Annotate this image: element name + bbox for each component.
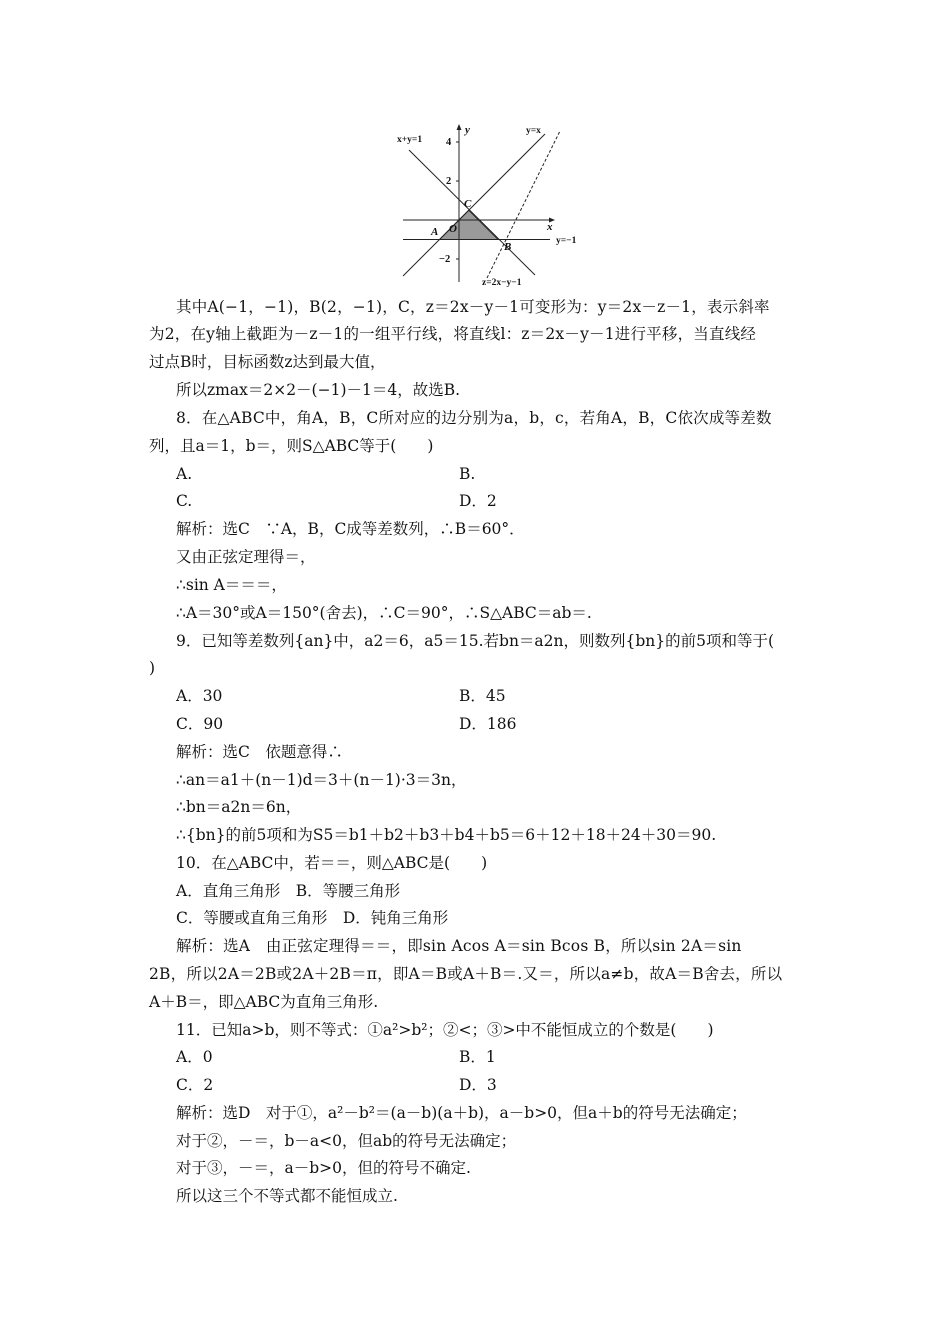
option-b: B．1 [459,1048,496,1066]
text-line: 过点B时，目标函数z达到最大值， [149,353,386,371]
question-8: 8．在△ABC中，角A，B，C所对应的边分别为a，b，c，若角A，B，C依次成等差数 [176,409,772,427]
option-d: D．186 [459,715,517,733]
text-line: 所以zmax＝2×2－(−1)－1＝4，故选B. [176,381,461,399]
option-b: B．45 [459,687,506,705]
text-line: 为2，在y轴上截距为－z－1的一组平行线，将直线l：z＝2x－y－1进行平移，当直线经 [149,325,757,343]
point-label-A: A [431,226,439,238]
option-a: A．30 [176,687,223,705]
options-line: A．直角三角形 B．等腰三角形 [176,882,401,900]
solution-line: ∴an＝a1＋(n－1)d＝3＋(n－1)·3＝3n， [176,771,467,789]
solution-line: ∴sin A＝＝＝， [176,576,287,594]
solution-line: 解析：选D 对于①，a²－b²＝(a－b)(a＋b)，a－b>0，但a＋b的符号无法确定； [176,1104,747,1122]
tick-label-m2: −2 [439,254,451,265]
question-10: 10．在△ABC中，若＝＝，则△ABC是( ) [176,854,488,872]
label-line-ym1: y=−1 [556,236,577,246]
label-x-axis: x [547,221,553,233]
solution-line: 所以这三个不等式都不能恒成立. [176,1187,398,1205]
point-label-O: O [449,223,457,235]
solution-line: A＋B＝，即△ABC为直角三角形. [149,993,379,1011]
option-c: C．90 [176,715,224,733]
option-a: A．0 [176,1048,213,1066]
option-b: B. [459,465,476,483]
tick-label-2: 2 [446,176,452,187]
label-y-axis: y [465,124,470,136]
solution-line: ∴A＝30°或A＝150°(舍去)，∴C＝90°，∴S△ABC＝ab＝. [176,604,592,622]
options-line: C．等腰或直角三角形 D．钝角三角形 [176,909,449,927]
text-line: 其中A(−1，−1)，B(2，−1)，C，z＝2x－y－1可变形为：y＝2x－z－1，表示斜率 [176,298,770,316]
solution-line: 又由正弦定理得＝， [176,548,316,566]
option-c: C. [176,492,193,510]
solution-line: 解析：选A 由正弦定理得＝＝，即sin Acos A＝sin Bcos B，所以sin 2A＝sin [176,937,742,955]
line-x-plus-y-1 [409,150,535,275]
solution-line: 2B，所以2A＝2B或2A＋2B＝π，即A＝B或A＋B＝.又＝，所以a≠b，故A＝B舍去，所以 [149,965,783,983]
solution-line: 对于②，－＝，b－a<0，但ab的符号无法确定； [176,1132,517,1150]
option-d: D．2 [459,492,497,510]
linear-programming-figure [395,118,590,288]
option-a: A. [176,465,193,483]
solution-line: ∴{bn}的前5项和为S5＝b1＋b2＋b3＋b4＋b5＝6＋12＋18＋24＋30＝90. [176,826,717,844]
option-c: C．2 [176,1076,214,1094]
label-line-yx: y=x [526,126,541,136]
option-d: D．3 [459,1076,497,1094]
solution-line: 解析：选C ∵A，B，C成等差数列，∴B＝60°． [176,520,525,538]
point-label-C: C [464,198,472,210]
text-line: 列，且a＝1，b＝，则S△ABC等于( ) [149,437,434,455]
line-z-dashed [487,131,560,278]
question-9: 9．已知等差数列{an}中，a2＝6，a5＝15.若bn＝a2n，则数列{bn}的前5项和等于( [176,632,775,650]
label-line-z: z=2x−y−1 [482,278,522,288]
text-line: ) [149,659,156,677]
solution-line: ∴bn＝a2n＝6n， [176,798,302,816]
solution-line: 解析：选C 依题意得∴ [176,743,343,761]
label-line-xy1: x+y=1 [397,135,423,145]
y-axis-arrow [457,124,462,130]
point-label-B: B [504,241,512,253]
question-11: 11．已知a>b，则不等式：①a²>b²；②<；③>中不能恒成立的个数是( ) [176,1021,714,1039]
solution-line: 对于③，－＝，a－b>0，但的符号不确定. [176,1159,471,1177]
feasible-region-plot [395,118,590,288]
tick-label-4: 4 [446,137,452,148]
